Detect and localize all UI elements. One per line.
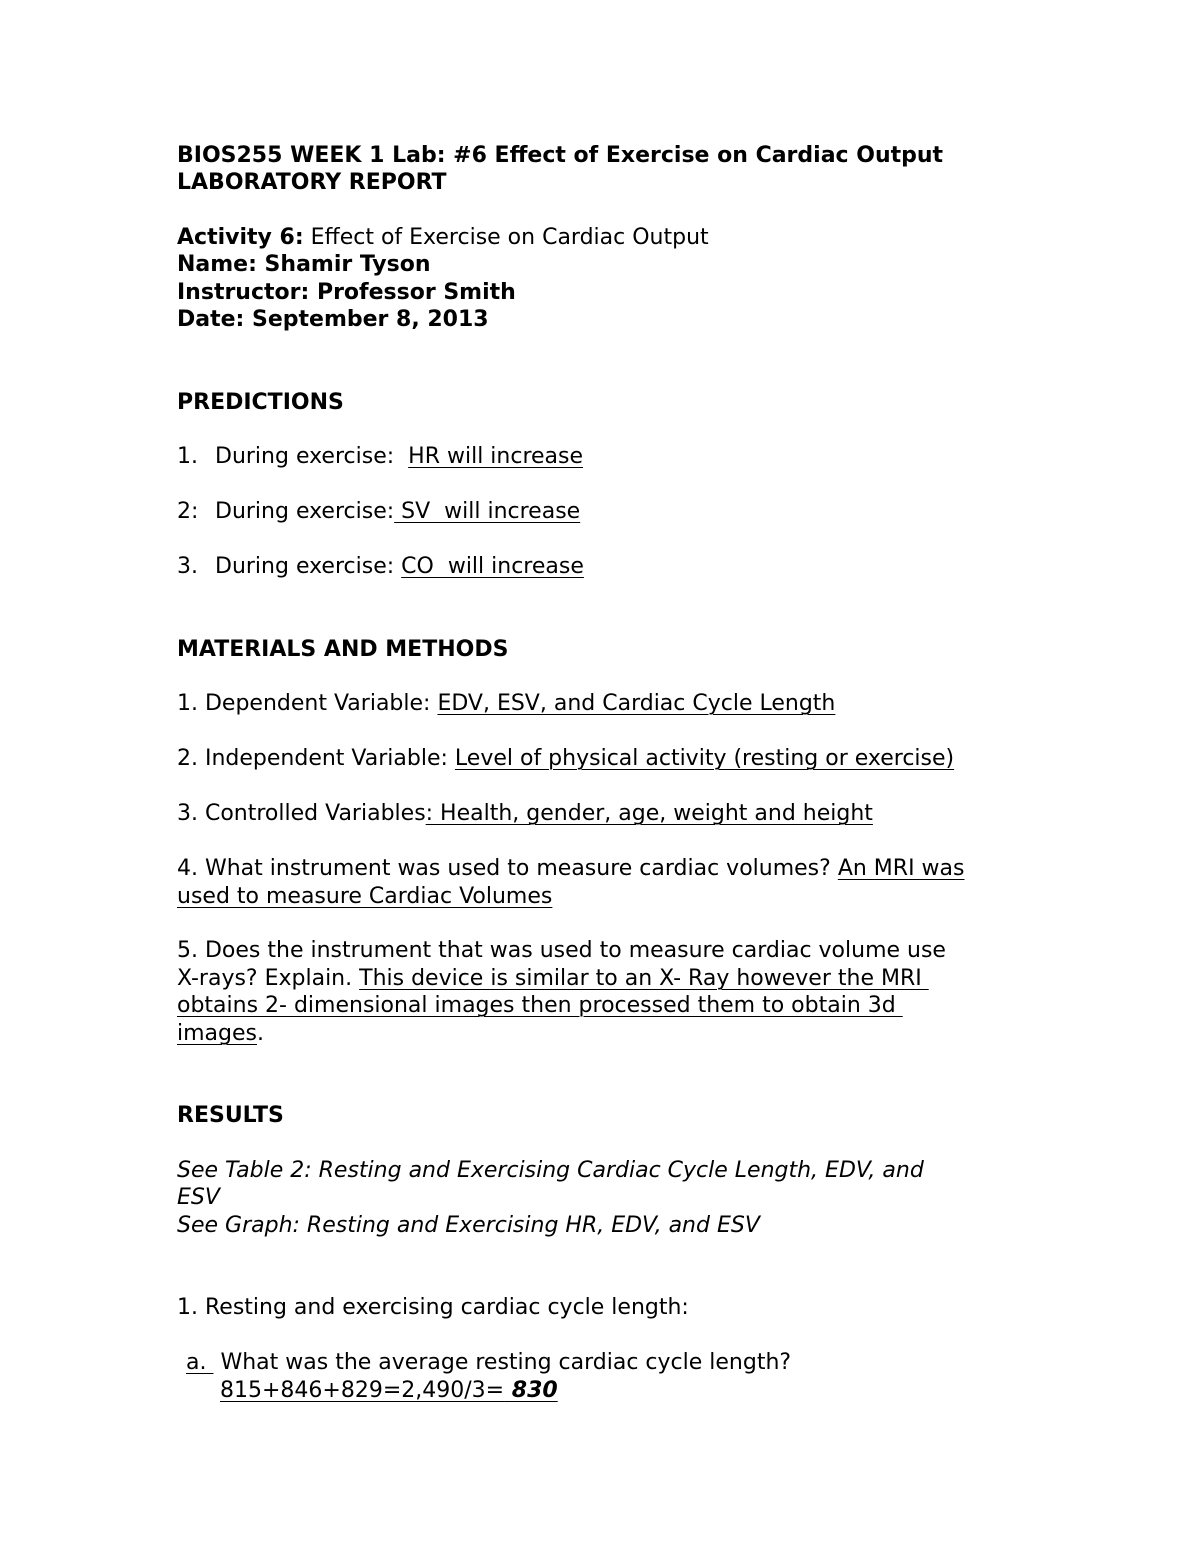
question-answer: EDV, ESV, and Cardiac Cycle Length (437, 691, 836, 716)
methods-question-5: 5. Does the instrument that was used to measure cardiac volume use (177, 938, 946, 963)
results-question-1: 1. Resting and exercising cardiac cycle length: (177, 1295, 689, 1320)
question-answer: This device is similar to an X- Ray however the MRI (359, 966, 929, 991)
results-heading: RESULTS (177, 1103, 284, 1128)
report-title: BIOS255 WEEK 1 Lab: #6 Effect of Exercise on Cardiac Output (177, 143, 944, 168)
student-name: Name: Shamir Tyson (177, 252, 431, 277)
activity-value: Effect of Exercise on Cardiac Output (310, 225, 709, 250)
see-table-reference-continued: ESV (177, 1185, 220, 1210)
question-answer: Level of physical activity (resting or exercise) (454, 746, 955, 771)
prediction-label: During exercise: (215, 554, 395, 579)
prediction-number: 1. (177, 444, 198, 469)
question-label: 2. Independent Variable: (177, 746, 448, 771)
question-label: 4. What instrument was used to measure cardiac volumes? (177, 856, 831, 881)
question-text: What was the average resting cardiac cycle length? (213, 1350, 792, 1375)
question-label: X-rays? Explain. (177, 966, 353, 991)
methods-answer-4-continued: used to measure Cardiac Volumes (177, 884, 553, 909)
results-question-1a (186, 1349, 791, 1376)
prediction-item (177, 553, 584, 580)
methods-question-4 (177, 855, 964, 882)
methods-heading: MATERIALS AND METHODS (177, 637, 509, 662)
question-answer: images (177, 1021, 257, 1046)
report-subtitle: LABORATORY REPORT (177, 170, 447, 195)
question-label: 3. Controlled Variables (177, 801, 426, 826)
question-answer: An MRI was (837, 856, 965, 881)
question-answer: : Health, gender, age, weight and height (425, 801, 873, 826)
question-marker: a. (186, 1350, 214, 1375)
prediction-label: During exercise: (215, 444, 395, 469)
methods-question-2 (177, 745, 954, 772)
prediction-number: 2: (177, 499, 199, 524)
calculation: 815+846+829=2,490/3= (220, 1378, 505, 1403)
prediction-answer: CO will increase (401, 554, 584, 579)
methods-answer-5-line3: obtains 2- dimensional images then processed them to obtain 3d (177, 993, 903, 1018)
prediction-item (177, 443, 583, 470)
see-table-reference: See Table 2: Resting and Exercising Cardiac Cycle Length, EDV, and (177, 1158, 924, 1183)
prediction-answer: HR will increase (408, 444, 584, 469)
prediction-number: 3. (177, 554, 198, 579)
activity-line (177, 224, 709, 251)
prediction-item (177, 498, 580, 525)
prediction-label: During exercise: (215, 499, 395, 524)
methods-question-1 (177, 690, 835, 717)
instructor-name: Instructor: Professor Smith (177, 280, 516, 305)
sentence-end: . (257, 1021, 264, 1046)
report-date: Date: September 8, 2013 (177, 307, 489, 332)
methods-question-5-line2 (177, 965, 929, 992)
predictions-heading: PREDICTIONS (177, 390, 344, 415)
calculation-result: 830 (504, 1378, 558, 1403)
question-label: 1. Dependent Variable: (177, 691, 431, 716)
activity-label: Activity 6: (177, 225, 304, 250)
prediction-answer: SV will increase (394, 499, 581, 524)
see-graph-reference: See Graph: Resting and Exercising HR, EDV, and ESV (177, 1213, 760, 1238)
results-answer-1a (220, 1377, 558, 1404)
methods-answer-5-line4 (177, 1020, 264, 1047)
methods-question-3 (177, 800, 873, 827)
